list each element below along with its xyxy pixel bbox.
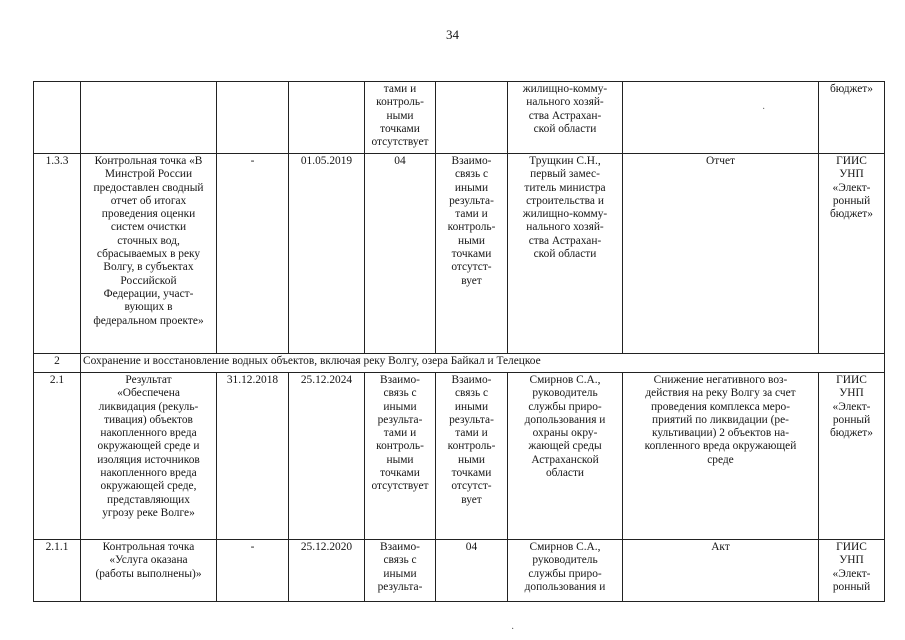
cell-number: 2.1 [34, 373, 81, 540]
cell-name: Результат «Обеспечена ликвидация (рекуль- тивация) объектов накопленного вреда окружающей среде и изоляция источников накопленного вреда окружающей среде, представляющих угрозу реке Волге» [81, 373, 217, 540]
table-row [34, 540, 885, 602]
cell-responsible: Трущкин С.Н., первый замес- титель министра строительства и жилищно-комму- нального хозяй- ства Астрахан- ской области [508, 154, 623, 354]
table-row [34, 354, 885, 373]
page-number: 34 [446, 27, 459, 42]
cell-end-date: 25.12.2024 [289, 373, 365, 540]
cell-responsible: Смирнов С.А., руководитель службы приро- допользования и [508, 540, 623, 602]
table-row [34, 373, 885, 540]
section-title: Сохранение и восстановление водных объектов, включая реку Волгу, озера Байкал и Телецкое [81, 354, 885, 373]
cell-end-date: 01.05.2019 [289, 154, 365, 354]
table-row [34, 154, 885, 354]
cell-end-date: 25.12.2020 [289, 540, 365, 602]
cell-system: бюджет» [819, 82, 885, 154]
cell-name: Контрольная точка «В Минстрой России предоставлен сводный отчет об итогах проведения оценки систем очистки сточных вод, сбрасываемых в реку Волгу, в субъектах Российской Федерации, участ- вующих в федеральном проекте» [81, 154, 217, 354]
cell-predecessors: 04 [365, 154, 436, 354]
cell-result: Отчет [623, 154, 819, 354]
table-row [34, 82, 885, 154]
cell-result: Снижение негативного воз- действия на реку Волгу за счет проведения комплекса меро- приятий по ликвидации (ре- культивации) 2 объектов на- копленного вреда окружающей среде [623, 373, 819, 540]
cell-start-date: 31.12.2018 [217, 373, 289, 540]
cell-system: ГИИС УНП «Элект- ронный [819, 540, 885, 602]
cell-predecessors: тами и контроль- ными точками отсутствует [365, 82, 436, 154]
cell-successors: 04 [436, 540, 508, 602]
cell-name [81, 82, 217, 154]
scan-speck: · [762, 104, 766, 115]
cell-predecessors: Взаимо- связь с иными результа- [365, 540, 436, 602]
cell-system: ГИИС УНП «Элект- ронный бюджет» [819, 373, 885, 540]
cell-number [34, 82, 81, 154]
cell-start-date: - [217, 540, 289, 602]
cell-start-date: - [217, 154, 289, 354]
cell-successors [436, 82, 508, 154]
plan-table [33, 81, 885, 602]
cell-result: Акт [623, 540, 819, 602]
cell-end-date [289, 82, 365, 154]
cell-number: 2.1.1 [34, 540, 81, 602]
cell-responsible: жилищно-комму- нального хозяй- ства Астрахан- ской области [508, 82, 623, 154]
cell-responsible: Смирнов С.А., руководитель службы приро- допользования и охраны окру- жающей среды Астраханской области [508, 373, 623, 540]
cell-predecessors: Взаимо- связь с иными результа- тами и контроль- ными точками отсутствует [365, 373, 436, 540]
cell-successors: Взаимо- связь с иными результа- тами и контроль- ными точками отсутст- вует [436, 373, 508, 540]
scan-speck: · [511, 624, 515, 635]
cell-number: 1.3.3 [34, 154, 81, 354]
cell-result [623, 82, 819, 154]
cell-number: 2 [34, 354, 81, 373]
cell-start-date [217, 82, 289, 154]
cell-name: Контрольная точка «Услуга оказана (работы выполнены)» [81, 540, 217, 602]
cell-system: ГИИС УНП «Элект- ронный бюджет» [819, 154, 885, 354]
cell-successors: Взаимо- связь с иными результа- тами и контроль- ными точками отсутст- вует [436, 154, 508, 354]
